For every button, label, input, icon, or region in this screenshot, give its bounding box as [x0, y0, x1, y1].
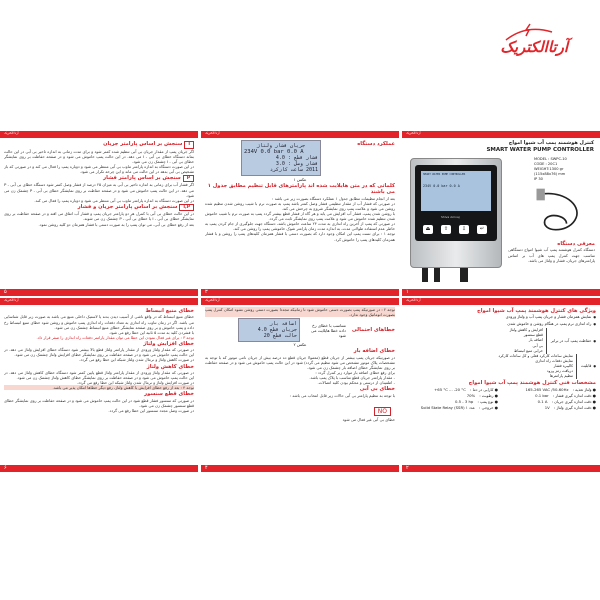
- section-number: P: [183, 175, 194, 183]
- lcd-line: اضافه بار: [269, 321, 297, 328]
- list-item: - مقدار پارامتر جریان قطع مناسب با پلاک پمپ باشد.: [309, 374, 395, 380]
- spec-label: دقت اندازه گیری فشار: [555, 392, 592, 398]
- bullet: در صورت افزایش ولتاژ و نرمال شدن ولتاژ شبکه این خطا رفع می گردد.: [76, 380, 194, 386]
- bar-brand: آرتا الکتریک: [406, 131, 421, 135]
- paragraph: در صورتی که فشار آب از مقدار تنظیمی فشار وصل کمتر باشد پمپ به صورت نرم با شیب روشن شدن تنظیم شده روشن می شود و علامت پمپ روی نمایشگر شروع به چرخش می کند.: [205, 200, 395, 211]
- list-item: - اطمینان از درستی و محکم بودن کلیه اتصالات.: [317, 380, 395, 386]
- spec-value: +65 °C ... -20 °C: [434, 386, 466, 392]
- features-title: ویژگی های کنترل هوشمند پمپ آب شیوا امواج: [476, 308, 596, 314]
- lcd-line: فشار قطع : 4.0: [275, 155, 318, 161]
- lcd-line: 234V 0.0 bar 0.0 A: [244, 149, 304, 155]
- lcd-error-screen: [238, 318, 300, 342]
- bar-brand: آرتا الکتریک: [4, 131, 19, 135]
- paragraph: اگر جریان پمپ از مقدار جریان بی آبی تنظیم شده کمتر شود و برای مدت زمانی به اندازه تاخیر بی آبی در این حالت بماند دستگاه خطای بی آبی - I می دهد. در این حالت پمپ خاموش می شود و در صفحه حفاظت بر روی نمایشگر خطای بی آبی - I چشمک زن می شود.: [4, 148, 194, 164]
- panel-errors: [201, 298, 399, 472]
- device-brand: Shiva Amvaj: [441, 215, 460, 219]
- bar-brand: آرتا الکتریک: [205, 298, 220, 302]
- dry-title: خطای بی آبی: [359, 386, 395, 393]
- note: توجه ۲ : در صورتیکه پمپ بصورت دستی خاموش شود تا زمانیکه مجددا بصورت دستی روشن نشود امکان کنترل پمپ بصورت اتوماتیک وجود ندارد.: [205, 307, 395, 318]
- screen-head: SMART WATER PUMP CONTROLLER: [423, 173, 466, 176]
- lcd-description: متناسب با خطای رخ داده خطا هایلایت می شود: [310, 322, 346, 338]
- list-item: برای رفع خطای اضافه بار موارد زیر کنترل گردد :: [315, 369, 395, 375]
- intro-text: دستگاه کنترل هوشمند پمپ آب شیوا امواج دستگاهی مناسب جهت کنترل پمپ های آب بر اساس پارامترهای جریان، فشار و ولتاژ می باشد.: [508, 247, 595, 263]
- spec-label: کارایی در دما: [472, 386, 494, 392]
- spec-value: 70%: [466, 392, 476, 398]
- protection-item: افزایش و کاهش ولتاژ: [509, 328, 543, 333]
- logo-text: آرتاالکتریک: [500, 38, 568, 56]
- spec-label: ولتاژ تغذیه: [575, 386, 592, 392]
- brand-logo: [486, 22, 568, 58]
- bullet: در این صورت دستگاه به اندازه پارامتر تناوب بی آبی منتظر می شود و دوباره پمپ را فعال می کند و در صورتی که باز تشخیص بی آبی بدهد در این حالت می ماند و این چرخه تکرار می شود.: [4, 163, 194, 174]
- paragraph: بعد از انجام تنظیمات مطابق جدول ۱ عملکرد دستگاه بصورت زیر می باشد :: [272, 195, 395, 201]
- enter-button: ↵: [477, 225, 487, 234]
- section-title: عملکرد دستگاه: [357, 141, 395, 147]
- bar-brand: آرتا الکتریک: [205, 131, 220, 135]
- protection-item: اضافه بار: [528, 338, 543, 343]
- spec-item: (115x88x76) mm: [534, 172, 566, 176]
- spec-item: WEIGHT:1300 gr: [534, 167, 564, 171]
- lcd-line: حالت قطع 20: [263, 333, 297, 340]
- bullet: بعد از رفع خطای بی آبی، می توان پمپ را به صورت دستی با فشار همزمان دو کلید روشن نمود.: [38, 221, 194, 227]
- protection-item: خرابی منبع انبساط: [513, 348, 543, 353]
- section-title: سنجش بر اساس پارامتر جریان: [103, 141, 183, 147]
- spec-value: 165-265 VAC /50-60Hz: [525, 386, 569, 392]
- spec-item: MODEL : SWPC-10: [534, 157, 567, 161]
- paragraph: اگر فشار آب برای زمانی به اندازه تاخیر بی آبی به میزان ۲۵ درصد از فشار وصل کمتر شود دستگاه خطای بی آبی - P می دهد. در این حالت پمپ خاموش می شود و در صفحه حفاظت بر روی نمایشگر خطای بی آبی - P چشمک زن می شود.: [4, 182, 194, 198]
- note: توجه ۱ : برای تست پمپ این امکان وجود دارد که بصورت دستی با فشار همزمان کلیدهای پمپ را روشن و با فشار همزمان کلیدهای پمپ را خاموش کرد.: [205, 231, 395, 242]
- section-title: خطای قطع سنسور: [144, 391, 194, 398]
- panel-intro: [402, 131, 600, 296]
- spec-value: 0.1 A: [537, 398, 548, 404]
- device-screen: [421, 171, 491, 211]
- product-title-en: SMART WATER PUMP CONTROLLER: [486, 147, 594, 153]
- overload-title: خطای اضافه بار: [353, 348, 395, 355]
- page-number: ۳: [205, 289, 208, 295]
- capability-item: تنظیم پارامترها: [549, 374, 573, 379]
- page-number: ۴: [205, 465, 208, 471]
- protection-item: بی آبی: [532, 343, 543, 348]
- spec-row: ● ولتاژ تغذیه : 165-265 VAC /50-60Hz: [525, 386, 596, 392]
- section-number: I: [184, 141, 194, 149]
- protection-item: قطع سنسور: [523, 333, 543, 338]
- menu-button: ⏏: [423, 225, 433, 234]
- panel-operation: [201, 131, 399, 296]
- section-number: I,P: [179, 204, 194, 212]
- pressure-sensor-image: [532, 187, 586, 237]
- up-button: ⇧: [441, 225, 451, 234]
- spec-label: دقت اندازه گیری ولتاژ: [556, 405, 592, 411]
- lcd-head: جریان فشار ولتاژ: [256, 143, 306, 149]
- capability-item: نمایش دفعات راه اندازی: [535, 358, 573, 363]
- spec-label: رطوبت: [481, 392, 494, 398]
- paragraph: خطای منبع انبساط که در واقع ناشی از آسیب دیدن بدنه یا لاستیک داخلی منبع می باشد به صورت زیر قابل شناسایی می باشد. اگر در زمان تناوب راه اندازی به تعداد دفعات راه اندازی پمپ خاموش و روشن شود خطای منبع انبساط رخ داده و پمپ خاموش و بر روی صفحه نمایشگر خطای منبع انبساط چشمک زن می شود.: [4, 314, 194, 330]
- note: توجه ۴ : بعد از رفع خطای افزایش یا کاهش ولتاژ، رفع دیگر خطاها امکان پذیر می باشد.: [4, 385, 194, 390]
- spec-row: ● دقت اندازه گیری جریان : 0.1 A: [537, 398, 596, 404]
- spec-value: Solid State Relay (SSR) ۱ عدد: [420, 405, 475, 411]
- note: توجه ۳ : برای غیر فعال نمودن این خطا می توان مقدار پارامتر دفعات راه اندازی را صفر قرار داد.: [36, 334, 194, 340]
- capability-label: ● قابلیت: [581, 363, 596, 369]
- intro-section: [508, 240, 595, 263]
- spec-value: 0.1 bar: [535, 392, 549, 398]
- spec-row: ● خروجی : Solid State Relay (SSR) ۱ عدد: [420, 405, 498, 411]
- specs-title: مشخصات فنی کنترل هوشمند پمپ آب شیوا امواج: [468, 380, 596, 387]
- feature-item: ● نمایش همزمان فشار و جریان پمپ آب و ولتاژ ورودی: [406, 314, 596, 320]
- paragraph: خطای بی آبی غیر فعال می شود: [342, 416, 395, 422]
- bullet: در صورت وصل مجدد سنسور این خطا رفع می گردد.: [108, 407, 194, 413]
- spec-label: دقت اندازه گیری جریان: [554, 398, 592, 404]
- spec-item: IP 30: [534, 177, 543, 181]
- page-number: ۱: [406, 289, 409, 295]
- specs-grid: [406, 387, 596, 411]
- bullet: در صورت کاهش ولتاژ و نرمال شدن ولتاژ شبکه این خطا رفع می گردد.: [79, 357, 194, 363]
- screen-line: 234V 0.0 bar 0.0 A: [423, 184, 460, 189]
- bar-brand: آرتا الکتریک: [406, 298, 421, 302]
- paragraph: در صورتی که سنسور فشار قطع شود در این حالت پمپ خاموش می شود و در صفحه حفاظت بر روی نمایشگر خطای قطع سنسور چشمک زن می شود.: [4, 397, 194, 408]
- bullet: با فشردن کلید به مدت ۵ ثانیه این خطا رفع می شود.: [108, 329, 194, 335]
- errors-title: خطاهای احتمالی: [351, 327, 395, 334]
- lcd-line: فشار وصل : 3.0: [275, 161, 318, 167]
- bullet: در این صورت دستگاه به اندازه پارامتر تناوب بی آبی منتظر می شود و دوباره پمپ را فعال می کند.: [34, 197, 194, 203]
- page-number: ۶: [4, 465, 7, 471]
- paragraph: با روشن شدن پمپ، فشار آب افزایش می یابد و هر گاه از فشار قطع بیشتر گردد پمپ به صورت نرم با شیب خاموش شدن تنظیم شده خاموش می شود و علامت پمپ روی نمایشگر ثابت می گردد.: [205, 211, 395, 222]
- caption: عکس ۲: [293, 342, 307, 348]
- section-title: خطای افزایش ولتاژ: [143, 340, 194, 347]
- spec-list: [534, 157, 594, 182]
- spec-value: 0.5 - 3 hp: [455, 398, 474, 404]
- protection-label: ● حفاظت پمپ آب در برابر: [551, 338, 596, 344]
- intro-title: معرفی دستگاه: [557, 241, 595, 247]
- red-note: کلماتی که در متن هایلایت شده اند پارامترهای قابل تنظیم مطابق جدول ۱ می باشند: [207, 183, 395, 196]
- product-title-fa: کنترل هوشمند پمپ آب شیوا امواج: [508, 140, 594, 146]
- feature-item: ● راه اندازی نرم پمپ در هنگام روشن و خاموش شدن: [406, 321, 596, 327]
- section-title: سنجش بر اساس پارامتر جریان و فشار: [77, 203, 178, 210]
- spec-row: ● نوع پمپ : 0.5 - 3 hp: [455, 398, 498, 404]
- paragraph: با توجه به تنظیم پارامتر بی آبی حالات زیر قابل انتخاب می باشد :: [289, 392, 395, 398]
- paragraph: در صورتی که مقدار ولتاژ ورودی از مقدار پارامتر ولتاژ قطع بالا بیشتر شود دستگاه خطای افزایش ولتاژ می دهد. در این حالت پمپ خاموش می شود و در صفحه حفاظت بر روی نمایشگر خطای افزایش ولتاژ چشمک زن می شود.: [4, 347, 194, 358]
- lcd-line: 2011 ساعت کارکرد: [269, 167, 318, 173]
- page-number: ۲: [406, 465, 409, 471]
- capability-item: دریافت رمز ورود: [546, 368, 573, 373]
- spec-row: ● کارایی در دما : +65 °C ... -20 °C: [434, 386, 498, 392]
- capability-item: کالیبره فشار: [553, 363, 573, 368]
- panel-dry-run: [0, 131, 198, 296]
- paragraph: در این حالت خطای بی آبی با کنترل هر دو پارامتر جریان پمپ و فشار آب اتفاق می افتد و در صفحه حفاظت بر روی نمایشگر خطای بی آبی - I یا خطای بی آبی - P چشمک زن می شوند.: [4, 211, 194, 222]
- spec-item: CODE : 20C1: [534, 162, 558, 166]
- paragraph: در صورتی که پمپ از آخرین راه اندازی به مدت ۲۴ ساعت خاموش باشد، دستگاه جهت جلوگیری از جام کردن پمپ به خاطر عدم استفاده طولانی مدت، به اندازه مدت زمان پارامتر شوک خاموشی پمپ را روشن می کند.: [205, 221, 395, 232]
- section-title: سنجش بر اساس پارامتر فشار: [103, 174, 181, 181]
- panel-other-errors: [0, 298, 198, 472]
- lcd-screen: [241, 140, 321, 176]
- capability-item: نمایش ساعات کارکرد فعلی و کل ساعات کارکرد: [498, 353, 573, 358]
- paragraph: در صورتیکه جریان پمپ بیشتر از جریان قطع (معمولا جریان قطع ده درصد بیش از جریان نامی موتور که با توجه به مشخصات پلاک موتور مشخص می شود تنظیم می گردد) شود در این حالت پمپ خاموش می شود و در صفحه حفاظت بر روی نمایشگر خطای اضافه بار چشمک زن می شود.: [205, 354, 395, 370]
- no-badge: NO: [374, 407, 391, 416]
- panel-features: [402, 298, 600, 472]
- header-bar: [402, 131, 600, 138]
- bar-brand: آرتا الکتریک: [4, 298, 19, 302]
- page-number: ۵: [4, 289, 7, 295]
- caption: عکس ۱: [293, 177, 307, 182]
- spec-row: ● دقت اندازه گیری فشار : 0.1 bar: [535, 392, 596, 398]
- lcd-line: جریان قطع 4.0: [257, 327, 297, 334]
- spec-label: نوع پمپ: [479, 398, 494, 404]
- spec-label: خروجی: [481, 405, 494, 411]
- section-title: خطای کاهش ولتاژ: [146, 363, 194, 370]
- spec-value: 1V: [544, 405, 550, 411]
- down-button: ⇩: [459, 225, 469, 234]
- paragraph: در صورتی که مقدار ولتاژ ورودی از مقدار پارامتر ولتاژ قطع پایین کمتر شود دستگاه خطای کاهش ولتاژ می دهد. در این حالت پمپ خاموش می شود و در صفحه حفاظت بر روی نمایشگر خطای کاهش ولتاژ چشمک زن می شود.: [4, 369, 194, 381]
- device-image: [410, 158, 502, 268]
- spec-row: ● رطوبت : 70%: [466, 392, 498, 398]
- section-title: خطای منبع انبساط: [145, 308, 194, 314]
- spec-row: ● دقت اندازه گیری ولتاژ : 1V: [544, 405, 596, 411]
